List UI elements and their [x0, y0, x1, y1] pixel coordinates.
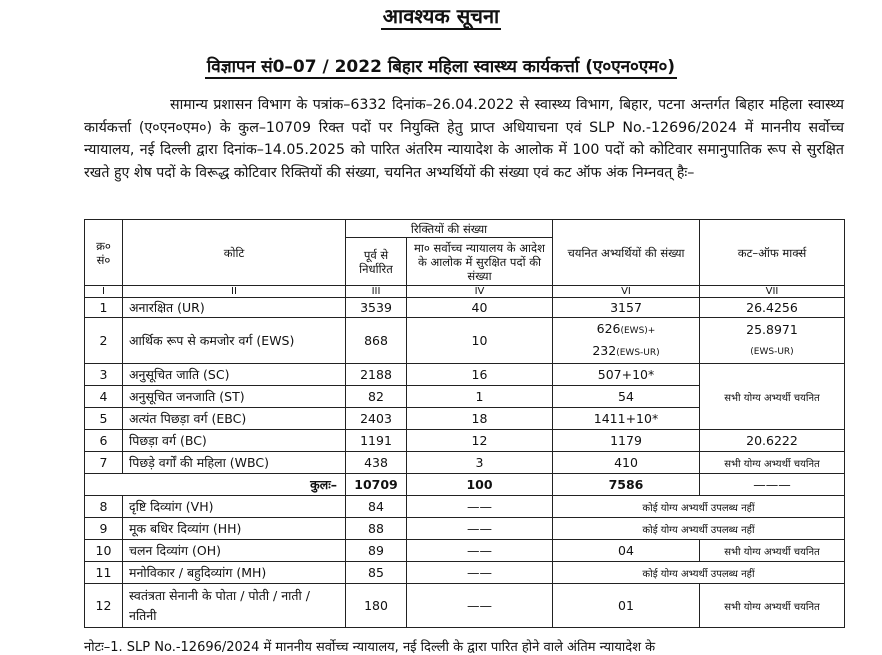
- selected-cell: 410: [553, 452, 700, 474]
- table-row: [85, 318, 845, 364]
- vacancy-table: [84, 219, 845, 628]
- selected-cell: 54: [553, 386, 700, 408]
- category-cell: पिछड़ा वर्ग (BC): [123, 430, 346, 452]
- selected-ews-ur: 232: [592, 342, 617, 358]
- serial-cell: 5: [85, 408, 123, 430]
- table-row: [85, 496, 845, 518]
- serial-cell: 10: [85, 540, 123, 562]
- pre-cell: 84: [346, 496, 407, 518]
- roman-cell: IV: [407, 286, 553, 298]
- roman-cell: II: [123, 286, 346, 298]
- reserved-cell: 10: [407, 318, 553, 364]
- table-row: [85, 298, 845, 318]
- selected-cell: 01: [553, 584, 700, 628]
- cutoff-cell: सभी योग्य अभ्यर्थी चयनित: [700, 584, 845, 628]
- reserved-cell: 12: [407, 430, 553, 452]
- cutoff-cell: [700, 318, 845, 364]
- pre-cell: 82: [346, 386, 407, 408]
- reserved-cell: 18: [407, 408, 553, 430]
- serial-cell: 12: [85, 584, 123, 628]
- pre-cell: 1191: [346, 430, 407, 452]
- selected-ews: 626: [596, 320, 621, 336]
- selected-cell: 04: [553, 540, 700, 562]
- selected-cell: 3157: [553, 298, 700, 318]
- selected-ews-ur-label: (EWS-UR): [616, 347, 660, 358]
- pre-cell: 85: [346, 562, 407, 584]
- roman-cell: III: [346, 286, 407, 298]
- selected-ews-label: (EWS)+: [620, 325, 656, 336]
- selected-cell: [553, 318, 700, 364]
- header-vacancies: रिक्तियों की संख्या: [346, 220, 553, 238]
- pre-cell: 180: [346, 584, 407, 628]
- total-label: कुलः–: [85, 474, 346, 496]
- table-row: [85, 452, 845, 474]
- header-serial: क्र० सं०: [85, 220, 123, 286]
- cutoff-cell: 20.6222: [700, 430, 845, 452]
- reserved-cell: 40: [407, 298, 553, 318]
- pre-cell: 438: [346, 452, 407, 474]
- cutoff-sub-label: (EWS-UR): [750, 346, 794, 357]
- header-category: कोटि: [123, 220, 346, 286]
- header-selected: चयनित अभ्यर्थियों की संख्या: [553, 220, 700, 286]
- total-pre: 10709: [346, 474, 407, 496]
- merged-status-cell: कोई योग्य अभ्यर्थी उपलब्ध नहीं: [553, 518, 845, 540]
- pre-cell: 2403: [346, 408, 407, 430]
- reserved-cell: ——: [407, 584, 553, 628]
- reserved-cell: ——: [407, 496, 553, 518]
- category-cell: पिछड़े वर्गों की महिला (WBC): [123, 452, 346, 474]
- roman-cell: VII: [700, 286, 845, 298]
- roman-cell: VI: [553, 286, 700, 298]
- cutoff-cell: 26.4256: [700, 298, 845, 318]
- reserved-cell: 3: [407, 452, 553, 474]
- notice-title: आवश्यक सूचना: [382, 4, 500, 28]
- header-cutoff: कट–ऑफ मार्क्स: [700, 220, 845, 286]
- pre-cell: 88: [346, 518, 407, 540]
- category-cell: अनुसूचित जनजाति (ST): [123, 386, 346, 408]
- serial-cell: 2: [85, 318, 123, 364]
- serial-cell: 6: [85, 430, 123, 452]
- reserved-cell: ——: [407, 518, 553, 540]
- reserved-cell: ——: [407, 540, 553, 562]
- roman-cell: I: [85, 286, 123, 298]
- merged-status-cell: कोई योग्य अभ्यर्थी उपलब्ध नहीं: [553, 562, 845, 584]
- selected-cell: 1411+10*: [553, 408, 700, 430]
- table-row: [85, 540, 845, 562]
- cutoff-merged-cell: सभी योग्य अभ्यर्थी चयनित: [700, 364, 845, 430]
- pre-cell: 868: [346, 318, 407, 364]
- category-cell: अनुसूचित जाति (SC): [123, 364, 346, 386]
- reserved-cell: ——: [407, 562, 553, 584]
- table-row: [85, 584, 845, 628]
- serial-cell: 4: [85, 386, 123, 408]
- selected-cell: 507+10*: [553, 364, 700, 386]
- total-cutoff: ———: [700, 474, 845, 496]
- header-reserved-court: मा० सर्वोच्च न्यायालय के आदेश के आलोक में सुरक्षित पदों की संख्या: [407, 238, 553, 286]
- category-cell: दृष्टि दिव्यांग (VH): [123, 496, 346, 518]
- merged-status-cell: कोई योग्य अभ्यर्थी उपलब्ध नहीं: [553, 496, 845, 518]
- pre-cell: 3539: [346, 298, 407, 318]
- total-reserved: 100: [407, 474, 553, 496]
- serial-cell: 3: [85, 364, 123, 386]
- serial-cell: 9: [85, 518, 123, 540]
- pre-cell: 89: [346, 540, 407, 562]
- table-row: [85, 430, 845, 452]
- selected-cell: 1179: [553, 430, 700, 452]
- category-cell: मनोविकार / बहुदिव्यांग (MH): [123, 562, 346, 584]
- footnote: नोटः–1. SLP No.-12696/2024 में माननीय सर्वोच्च न्यायालय, नई दिल्ली के द्वारा पारित होने वाले अंतिम न्यायादेश के: [84, 640, 656, 655]
- cutoff-cell: सभी योग्य अभ्यर्थी चयनित: [700, 452, 845, 474]
- total-selected: 7586: [553, 474, 700, 496]
- header-pre-determined: पूर्व से निर्धारित: [346, 238, 407, 286]
- notice-paragraph: सामान्य प्रशासन विभाग के पत्रांक–6332 दिनांक–26.04.2022 से स्वास्थ्य विभाग, बिहार, पटना अन्तर्गत बिहार महिला स्वास्थ्य कार्यकर्त्ता (ए०एन०एम०) के कुल–10709 रिक्त पदों पर नियुक्ति हेतु प्राप्त अधियाचना एवं SLP No.-12696/2024 में माननीय सर्वोच्च न्यायालय, नई दिल्ली द्वारा दिनांक–14.05.2025 को पारित अंतरिम न्यायादेश के आलोक में 100 पदों को कोटिवार समानुपातिक रूप से सुरक्षित रखते हुए शेष पदों के विरूद्ध कोटिवार रिक्तियों की संख्या, चयनित अभ्यर्थियों की संख्या एवं कट ऑफ अंक निम्नवत् हैः–: [84, 97, 844, 181]
- table-row: [85, 562, 845, 584]
- reserved-cell: 1: [407, 386, 553, 408]
- category-cell: स्वतंत्रता सेनानी के पोता / पोती / नाती / नतिनी: [123, 584, 346, 628]
- total-row: [85, 474, 845, 496]
- cutoff-cell: सभी योग्य अभ्यर्थी चयनित: [700, 540, 845, 562]
- advertisement-subtitle: विज्ञापन सं0–07 / 2022 बिहार महिला स्वास्थ्य कार्यकर्त्ता (ए०एन०एम०): [206, 57, 676, 77]
- table-row: [85, 364, 845, 386]
- category-cell: आर्थिक रूप से कमजोर वर्ग (EWS): [123, 318, 346, 364]
- cutoff-value: 25.8971: [746, 321, 798, 337]
- table-row: [85, 518, 845, 540]
- serial-cell: 11: [85, 562, 123, 584]
- roman-numeral-row: [85, 286, 845, 298]
- reserved-cell: 16: [407, 364, 553, 386]
- serial-cell: 1: [85, 298, 123, 318]
- category-cell: अनारक्षित (UR): [123, 298, 346, 318]
- category-cell: चलन दिव्यांग (OH): [123, 540, 346, 562]
- pre-cell: 2188: [346, 364, 407, 386]
- serial-cell: 7: [85, 452, 123, 474]
- category-cell: अत्यंत पिछड़ा वर्ग (EBC): [123, 408, 346, 430]
- serial-cell: 8: [85, 496, 123, 518]
- category-cell: मूक बधिर दिव्यांग (HH): [123, 518, 346, 540]
